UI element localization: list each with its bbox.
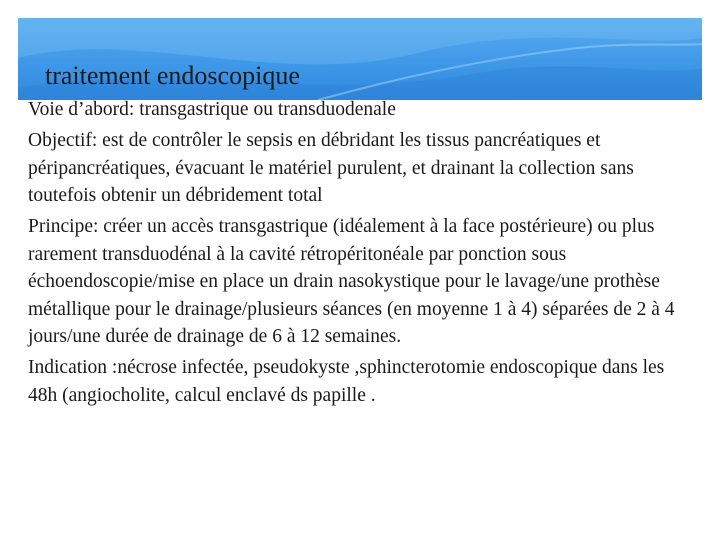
- paragraph-principe: Principe: créer un accès transgastrique (idéalement à la face postérieure) ou plus rarement transduodénal à la cavité rétropéritonéale par ponction sous échoendoscopie/mise en place un drain nasokystique pour le lavage/une prothèse métallique pour le drainage/plusieurs séances (en moyenne 1 à 4) séparées de 2 à 4 jours/une durée de drainage de 6 à 12 semaines.: [28, 216, 675, 347]
- slide-title: traitement endoscopique: [45, 61, 300, 90]
- paragraph-voie-abord: Voie d’abord: transgastrique ou transduodenale: [28, 99, 396, 120]
- paragraph-indication: Indication :nécrose infectée, pseudokyste ,sphincterotomie endoscopique dans les 48h (angiocholite, calcul enclavé ds papille .: [28, 357, 665, 406]
- slide-body: [28, 96, 698, 413]
- paragraph-objectif: Objectif: est de contrôler le sepsis en débridant les tissus pancréatiques et péripancréatiques, évacuant le matériel purulent, et drainant la collection sans toutefois obtenir un débridement total: [28, 130, 634, 206]
